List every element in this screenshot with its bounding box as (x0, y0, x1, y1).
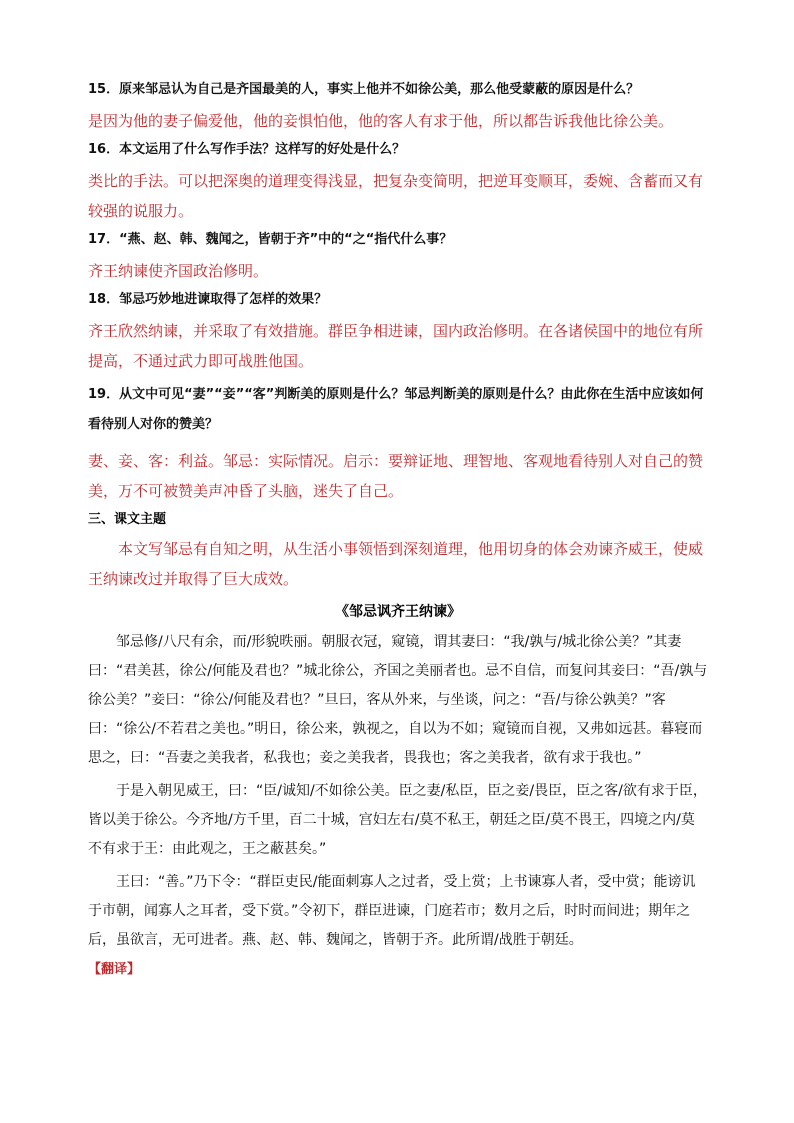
question-19: 19．从文中可见“妻”“妾”“客”判断美的原则是什么？邹忌判断美的原则是什么？由此你在生活中应该如何看待别人对你的赞美？ (88, 387, 704, 432)
question-16: 16．本文运用了什么写作手法？这样写的好处是什么？ (88, 142, 406, 157)
answer-19: 妻、妾、客：利益。邹忌：实际情况。启示：要辩证地、理智地、客观地看待别人对自己的赞美，万不可被赞美声冲昏了头脑，迷失了自己。 (88, 452, 704, 500)
article-paragraph-1: 邹忌修/八尺有余，而/形貌昳丽。朝服衣冠，窥镜，谓其妻曰：“我/孰与/城北徐公美？”其妻曰：“君美甚，徐公/何能及君也？”城北徐公，齐国之美丽者也。忌不自信，而复问其妾曰：“吾/孰与徐公美？”妾曰：“徐公/何能及君也？”旦曰，客从外来，与坐谈，问之：“吾/与徐公孰美？”客曰：“徐公/不若君之美也。”明日，徐公来，孰视之，自以为不如；窥镜而自视，又弗如远甚。暮寝而思之，曰：“吾妻之美我者，私我也；妾之美我者，畏我也；客之美我者，欲有求于我也。” (88, 634, 708, 766)
question-18: 18．邹忌巧妙地进谏取得了怎样的效果？ (88, 292, 328, 307)
translation-tag: 【翻译】 (88, 962, 141, 977)
answer-18: 齐王欣然纳谏，并采取了有效措施。群臣争相进谏，国内政治修明。在各诸侯国中的地位有所提高，不通过武力即可战胜他国。 (88, 322, 704, 370)
article-paragraph-2: 于是入朝见威王，曰：“臣/诚知/不如徐公美。臣之妻/私臣，臣之妾/畏臣，臣之客/欲有求于臣，皆以美于徐公。今齐地/方千里，百二十城，宫妇左右/莫不私王，朝廷之臣/莫不畏王，四境之内/莫不有求于王：由此观之，王之蔽甚矣。” (88, 783, 707, 857)
theme-text: 本文写邹忌有自知之明，从生活小事领悟到深刻道理，他用切身的体会劝谏齐威王，使威王纳谏改过并取得了巨大成效。 (88, 540, 704, 588)
answer-17: 齐王纳谏使齐国政治修明。 (88, 262, 269, 280)
question-15: 15．原来邹忌认为自己是齐国最美的人，事实上他并不如徐公美，那么他受蒙蔽的原因是什么？ (88, 82, 640, 97)
section-heading-theme: 三、课文主题 (88, 512, 167, 527)
article-title: 《邹忌讽齐王纳谏》 (335, 604, 461, 620)
article-paragraph-3: 王曰：“善。”乃下令：“群臣吏民/能面刺寡人之过者，受上赏；上书谏寡人者，受中赏；能谤讥于市朝，闻寡人之耳者，受下赏。”令初下，群臣进谏，门庭若市；数月之后，时时而间进；期年之后，虽欲言，无可进者。燕、赵、韩、魏闻之，皆朝于齐。此所谓/战胜于朝廷。 (88, 874, 696, 948)
answer-15: 是因为他的妻子偏爱他，他的妾惧怕他，他的客人有求于他，所以都告诉我他比徐公美。 (88, 112, 674, 130)
question-17: 17．“燕、赵、韩、魏闻之，皆朝于齐”中的“之“指代什么事？ (88, 232, 453, 247)
answer-16: 类比的手法。可以把深奥的道理变得浅显，把复杂变简明，把逆耳变顺耳，委婉、含蓄而又有较强的说服力。 (88, 172, 704, 220)
page-content (88, 80, 708, 981)
